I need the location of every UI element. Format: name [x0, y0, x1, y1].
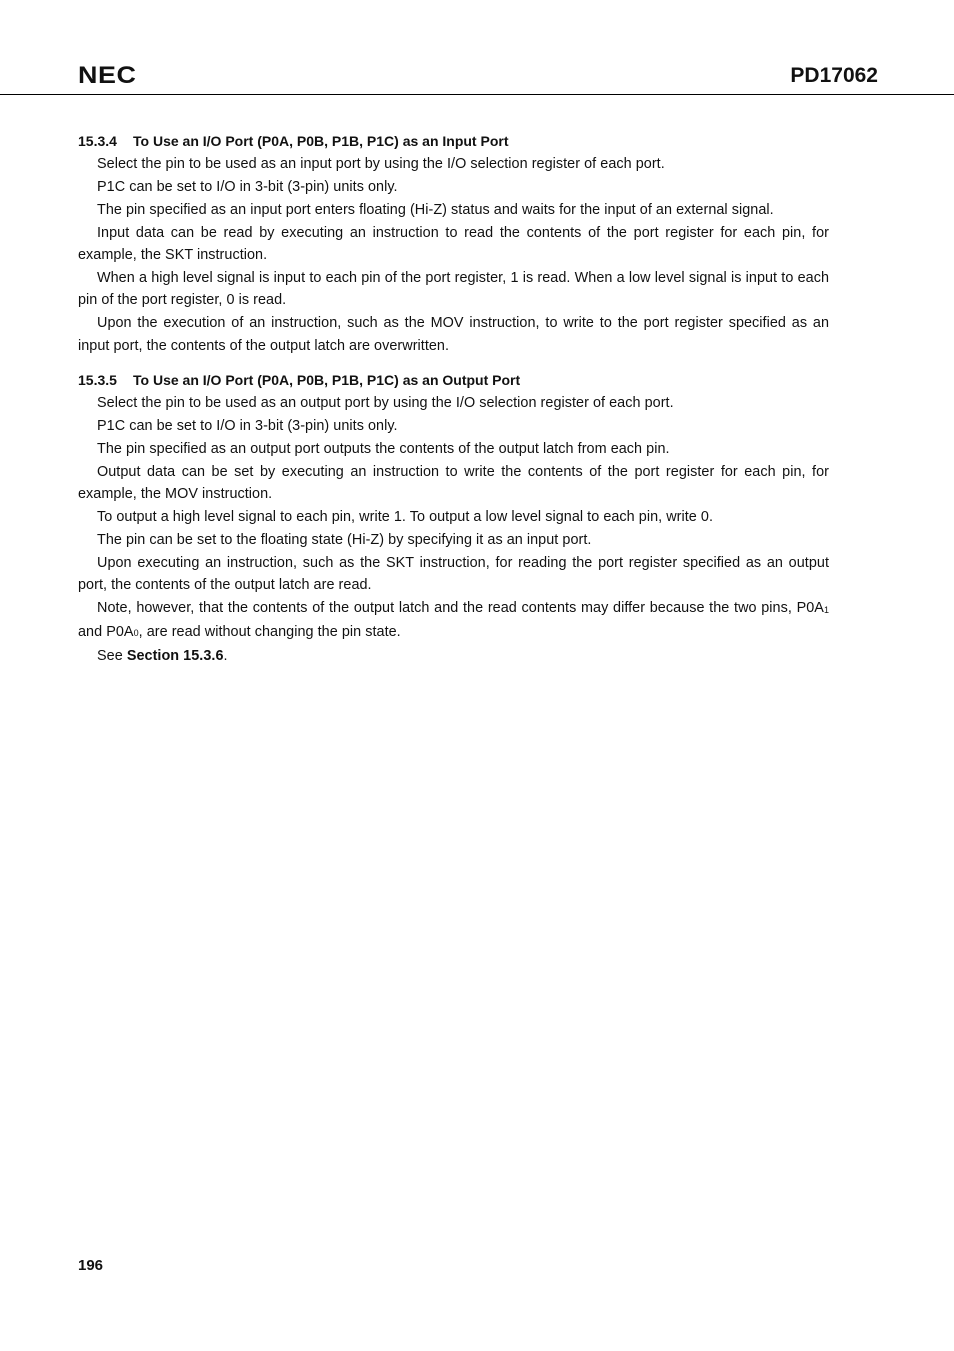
section-heading	[78, 369, 829, 391]
section-title: To Use an I/O Port (P0A, P0B, P1B, P1C) as an Output Port	[133, 372, 521, 389]
paragraph: To output a high level signal to each pin, write 1. To output a low level signal to each pin, write 0.	[97, 509, 714, 526]
paragraph: Select the pin to be used as an input port by using the I/O selection register of each port.	[97, 156, 665, 172]
page-header	[0, 0, 954, 96]
section-heading	[78, 130, 829, 152]
document-id: PD17062	[790, 64, 878, 87]
paragraph: P1C can be set to I/O in 3-bit (3-pin) units only.	[97, 178, 398, 195]
section-15-3-5	[78, 369, 829, 667]
section-15-3-4	[78, 130, 829, 357]
paragraph: Input data can be read by executing an instruction to read the contents of the port register for each pin, for example, the SKT instruction.	[78, 224, 829, 264]
page-number: 196	[78, 1257, 104, 1274]
paragraph: P1C can be set to I/O in 3-bit (3-pin) units only.	[97, 418, 398, 435]
section-link: Section 15.3.6	[126, 647, 224, 664]
header-rule	[0, 94, 954, 95]
paragraph: Upon the execution of an instruction, such as the MOV instruction, to write to the port register specified as an input port, the contents of the output latch are overwritten.	[78, 315, 829, 354]
paragraph: The pin specified as an output port outputs the contents of the output latch from each pin.	[97, 440, 670, 457]
paragraph: Select the pin to be used as an output port by using the I/O selection register of each port.	[97, 395, 674, 412]
see-reference: See Section 15.3.6.	[97, 647, 228, 664]
section-title: To Use an I/O Port (P0A, P0B, P1B, P1C) as an Input Port	[133, 133, 509, 149]
note-paragraph: Note, however, that the contents of the output latch and the read contents may differ because the two pins, $P0A_1$ and $P0A_0$, are read without changing the pin state.	[78, 600, 829, 640]
paragraph: Output data can be set by executing an instruction to write the contents of the port register for each pin, for example, the MOV instruction.	[78, 463, 829, 503]
paragraph: The pin can be set to the floating state (Hi-Z) by specifying it as an input port.	[97, 532, 592, 549]
section-number: 15.3.5	[78, 372, 117, 389]
page-content	[78, 130, 829, 679]
nec-logo: NEC	[78, 62, 137, 89]
paragraph: Upon executing an instruction, such as the SKT instruction, for reading the port register specified as an output port, the contents of the output latch are read.	[78, 555, 829, 594]
paragraph: The pin specified as an input port enters floating (Hi-Z) status and waits for the input of an external signal.	[97, 201, 774, 218]
paragraph: When a high level signal is input to each pin of the port register, 1 is read. When a low level signal is input to each pin of the port register, 0 is read.	[78, 270, 829, 309]
section-number: 15.3.4	[78, 133, 117, 149]
